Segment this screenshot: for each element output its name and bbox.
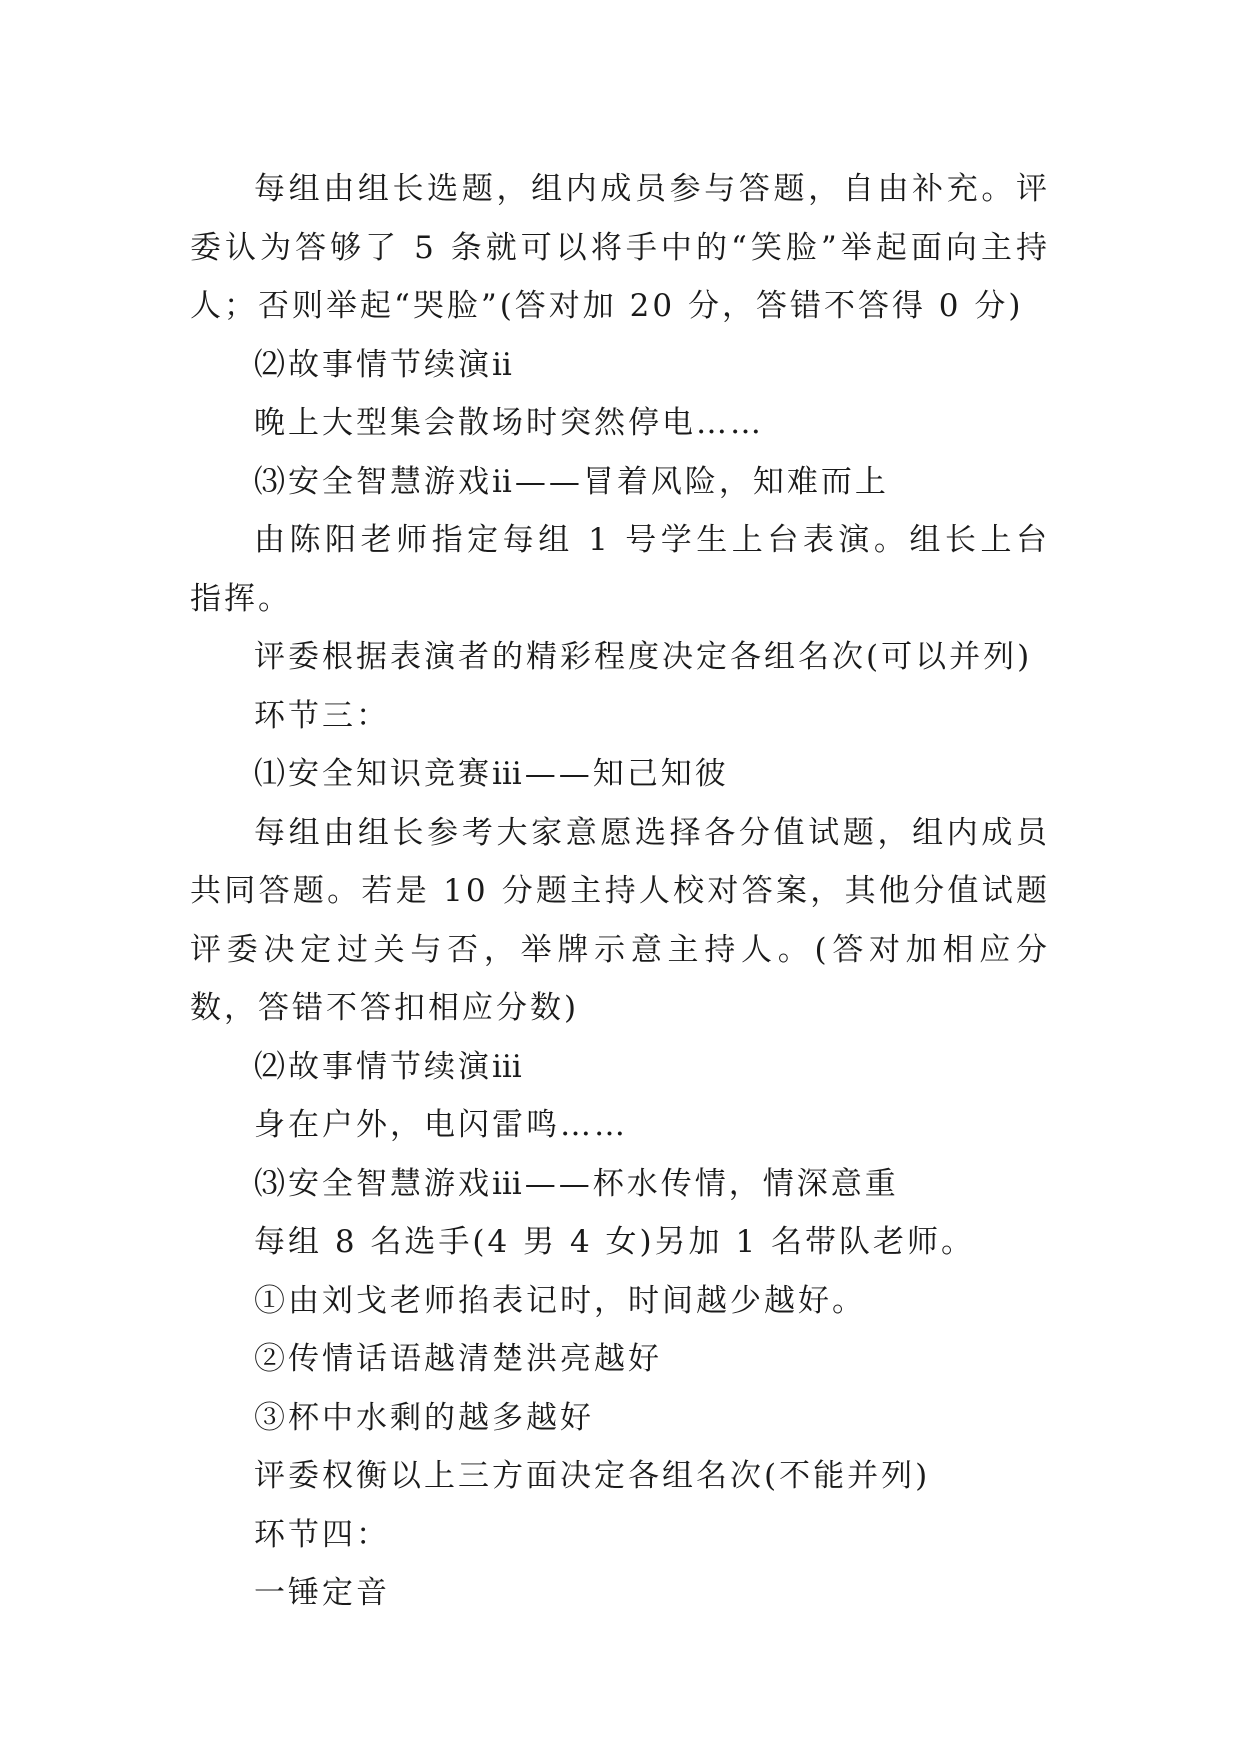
- paragraph-story-iii: ⑵故事情节续演ⅲ: [254, 1048, 525, 1085]
- section-heading-4: 环节四：: [254, 1516, 390, 1553]
- paragraph-story-iii-scene: 身在户外，电闪雷鸣……: [254, 1107, 628, 1143]
- list-item-criterion-1: ①由刘戈老师掐表记时，时间越少越好。: [254, 1282, 866, 1319]
- paragraph-story-ii-scene: 晚上大型集会散场时突然停电……: [254, 405, 764, 441]
- paragraph-game-iii-judging: 评委权衡以上三方面决定各组名次(不能并列): [254, 1458, 931, 1494]
- paragraph-final: 一锤定音: [254, 1575, 390, 1611]
- list-item-criterion-2: ②传情话语越清楚洪亮越好: [254, 1341, 662, 1377]
- paragraph-quiz-iii: ⑴安全知识竞赛ⅲ——知己知彼: [254, 756, 729, 792]
- paragraph-game-ii-judging: 评委根据表演者的精彩程度决定各组名次(可以并列): [254, 639, 1033, 675]
- paragraph-quiz-iii-rules: 每组由组长参考大家意愿选择各分值试题，组内成员共同答题。若是 10 分题主持人校对答案，其他分值试题评委决定过关与否，举牌示意主持人。(答对加相应分数，答错不答扣相应分数): [190, 814, 1050, 1026]
- paragraph-game-iii: ⑶安全智慧游戏ⅲ——杯水传情，情深意重: [254, 1165, 899, 1202]
- paragraph-story-ii: ⑵故事情节续演ⅱ: [254, 346, 515, 383]
- paragraph-game-ii-rules: 由陈阳老师指定每组 1 号学生上台表演。组长上台指挥。: [190, 522, 1050, 617]
- paragraph-game-iii-team: 每组 8 名选手(4 男 4 女)另加 1 名带队老师。: [254, 1224, 976, 1260]
- list-item-criterion-3: ③杯中水剩的越多越好: [254, 1399, 594, 1436]
- section-heading-3: 环节三：: [254, 697, 390, 734]
- paragraph-scoring-rules: 每组由组长选题，组内成员参与答题，自由补充。评委认为答够了 5 条就可以将手中的“笑脸”举起面向主持人；否则举起“哭脸”(答对加 20 分，答错不答得 0 分): [190, 171, 1050, 324]
- paragraph-game-ii: ⑶安全智慧游戏ⅱ——冒着风险，知难而上: [254, 463, 889, 500]
- document-page: [190, 160, 1050, 1623]
